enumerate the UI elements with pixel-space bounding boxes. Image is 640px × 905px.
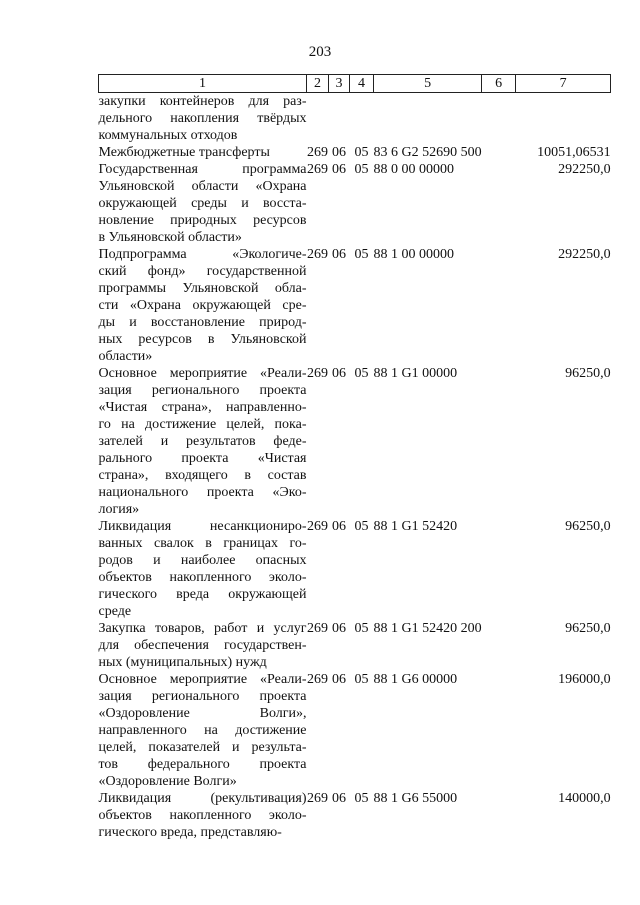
ministry-code: 269 (307, 366, 328, 381)
subsection-code (350, 93, 374, 145)
row-name (99, 790, 307, 841)
expense-type-code (482, 161, 516, 246)
header-col-4: 4 (350, 75, 374, 93)
row-name-line: программы Ульяновской обла- (98, 281, 307, 296)
amount: 292250,0 (558, 247, 611, 262)
row-name-line: Ульяновской области «Охрана (98, 179, 307, 194)
header-col-7: 7 (516, 75, 611, 93)
row-name-line: логия» (98, 502, 140, 517)
row-name-line: объектов накопленного эколо- (98, 570, 307, 585)
subsection-code: 05 (354, 621, 369, 636)
target-article-code: 88 0 00 00000 (373, 162, 454, 177)
row-name-line: «Чистая страна», направленно- (98, 400, 307, 415)
row-name-line: гического вреда, представляю- (98, 825, 282, 840)
row-name-line: страна», входящего в состав (98, 468, 307, 483)
table-row (99, 246, 611, 365)
amount: 96250,0 (565, 621, 611, 636)
ministry-code: 269 (307, 672, 328, 687)
expense-type-code (482, 365, 516, 518)
section-code: 06 (332, 672, 346, 687)
expense-type-code (482, 790, 516, 841)
ministry-code: 269 (307, 162, 328, 177)
target-article-code: 88 1 00 00000 (373, 247, 454, 262)
subsection-code: 05 (354, 145, 369, 160)
ministry-code: 269 (307, 519, 328, 534)
section-code: 06 (332, 145, 346, 160)
row-name-line: коммунальных отходов (98, 128, 238, 143)
amount: 292250,0 (558, 162, 611, 177)
target-article-code: 88 1 G1 52420 200 (373, 621, 482, 636)
amount (516, 93, 611, 145)
subsection-code: 05 (354, 247, 369, 262)
amount: 140000,0 (558, 791, 611, 806)
budget-table (98, 74, 611, 841)
amount: 196000,0 (558, 672, 611, 687)
row-name-line: ванных свалок в границах го- (98, 536, 307, 551)
row-name-line: новление природных ресурсов (98, 213, 307, 228)
header-col-3: 3 (329, 75, 350, 93)
row-name-line: среде (98, 604, 132, 619)
section-code: 06 (332, 621, 346, 636)
row-name-line: Основное мероприятие «Реали- (98, 366, 307, 381)
row-name (99, 671, 307, 790)
row-name-line: национального проекта «Эко- (98, 485, 307, 500)
table-row (99, 671, 611, 790)
section-code: 06 (332, 247, 346, 262)
table-row (99, 518, 611, 620)
row-name-line: тов федерального проекта (98, 757, 307, 772)
row-name-line: закупки контейнеров для раз- (98, 94, 307, 109)
row-name-line: Государственная программа (98, 162, 307, 177)
target-article-code (374, 93, 482, 145)
ministry-code (307, 93, 329, 145)
row-name-line: ский фонд» государственной (98, 264, 307, 279)
expense-type-code (482, 671, 516, 790)
row-name-line: направленного на достижение (98, 723, 307, 738)
row-name-line: Основное мероприятие «Реали- (98, 672, 307, 687)
row-name-line: зателей и результатов феде- (98, 434, 307, 449)
row-name-line: области» (98, 349, 153, 364)
target-article-code: 88 1 G6 55000 (373, 791, 458, 806)
row-name-line: окружающей среды и восста- (98, 196, 307, 211)
ministry-code: 269 (307, 247, 328, 262)
row-name-line: зация регионального проекта (98, 383, 307, 398)
row-name-line: объектов накопленного эколо- (98, 808, 307, 823)
row-name-line: ды и восстановление природ- (98, 315, 307, 330)
row-name (99, 365, 307, 518)
ministry-code: 269 (307, 621, 328, 636)
page-number: 203 (308, 44, 332, 60)
section-code: 06 (332, 366, 346, 381)
amount: 96250,0 (565, 366, 611, 381)
amount: 10051,06531 (537, 145, 611, 160)
row-name-line: Межбюджетные трансферты (98, 145, 270, 160)
row-name-line: целей, показателей и результа- (98, 740, 307, 755)
target-article-code: 83 6 G2 52690 500 (373, 145, 482, 160)
target-article-code: 88 1 G1 00000 (373, 366, 458, 381)
section-code: 06 (332, 519, 346, 534)
table-body (99, 93, 611, 842)
row-name-line: зация регионального проекта (98, 689, 307, 704)
expense-type-code (482, 620, 516, 671)
row-name-line: «Оздоровление Волги», (98, 706, 307, 721)
row-name-line: рального проекта «Чистая (98, 451, 307, 466)
row-name-line: Подпрограмма «Экологиче- (98, 247, 307, 262)
row-name (99, 518, 307, 620)
subsection-code: 05 (354, 791, 369, 806)
subsection-code: 05 (354, 672, 369, 687)
row-name (99, 161, 307, 246)
target-article-code: 88 1 G6 00000 (373, 672, 458, 687)
row-name-line: «Оздоровление Волги» (98, 774, 237, 789)
amount: 96250,0 (565, 519, 611, 534)
section-code: 06 (332, 791, 346, 806)
subsection-code: 05 (354, 519, 369, 534)
header-col-2: 2 (307, 75, 329, 93)
row-name-line: дельного накопления твёрдых (98, 111, 307, 126)
table-row (99, 93, 611, 145)
subsection-code: 05 (354, 366, 369, 381)
table-row (99, 144, 611, 161)
header-col-6: 6 (482, 75, 516, 93)
header-col-5: 5 (374, 75, 482, 93)
expense-type-code (482, 518, 516, 620)
row-name-line: Ликвидация (рекультивация) (98, 791, 307, 806)
expense-type-code (482, 93, 516, 145)
row-name-line: го на достижение целей, пока- (98, 417, 307, 432)
ministry-code: 269 (307, 791, 328, 806)
row-name-line: для обеспечения государствен- (98, 638, 307, 653)
table-row (99, 620, 611, 671)
row-name-line: родов и наиболее опасных (98, 553, 307, 568)
row-name-line: сти «Охрана окружающей сре- (98, 298, 307, 313)
section-code (329, 93, 350, 145)
expense-type-code (482, 246, 516, 365)
row-name-line: Закупка товаров, работ и услуг (98, 621, 307, 636)
table-row (99, 790, 611, 841)
target-article-code: 88 1 G1 52420 (373, 519, 458, 534)
row-name-line: в Ульяновской области» (98, 230, 242, 245)
table-row (99, 161, 611, 246)
row-name (99, 246, 307, 365)
table-row (99, 365, 611, 518)
header-col-1: 1 (99, 75, 307, 93)
expense-type-code (482, 144, 516, 161)
row-name (99, 144, 307, 161)
row-name-line: Ликвидация несанкциониро- (98, 519, 307, 534)
row-name (99, 93, 307, 145)
row-name-line: ных ресурсов в Ульяновской (98, 332, 307, 347)
subsection-code: 05 (354, 162, 369, 177)
table-header-row (99, 75, 611, 93)
row-name-line: гического вреда окружающей (98, 587, 307, 602)
row-name (99, 620, 307, 671)
ministry-code: 269 (307, 145, 328, 160)
row-name-line: ных (муниципальных) нужд (98, 655, 267, 670)
section-code: 06 (332, 162, 346, 177)
